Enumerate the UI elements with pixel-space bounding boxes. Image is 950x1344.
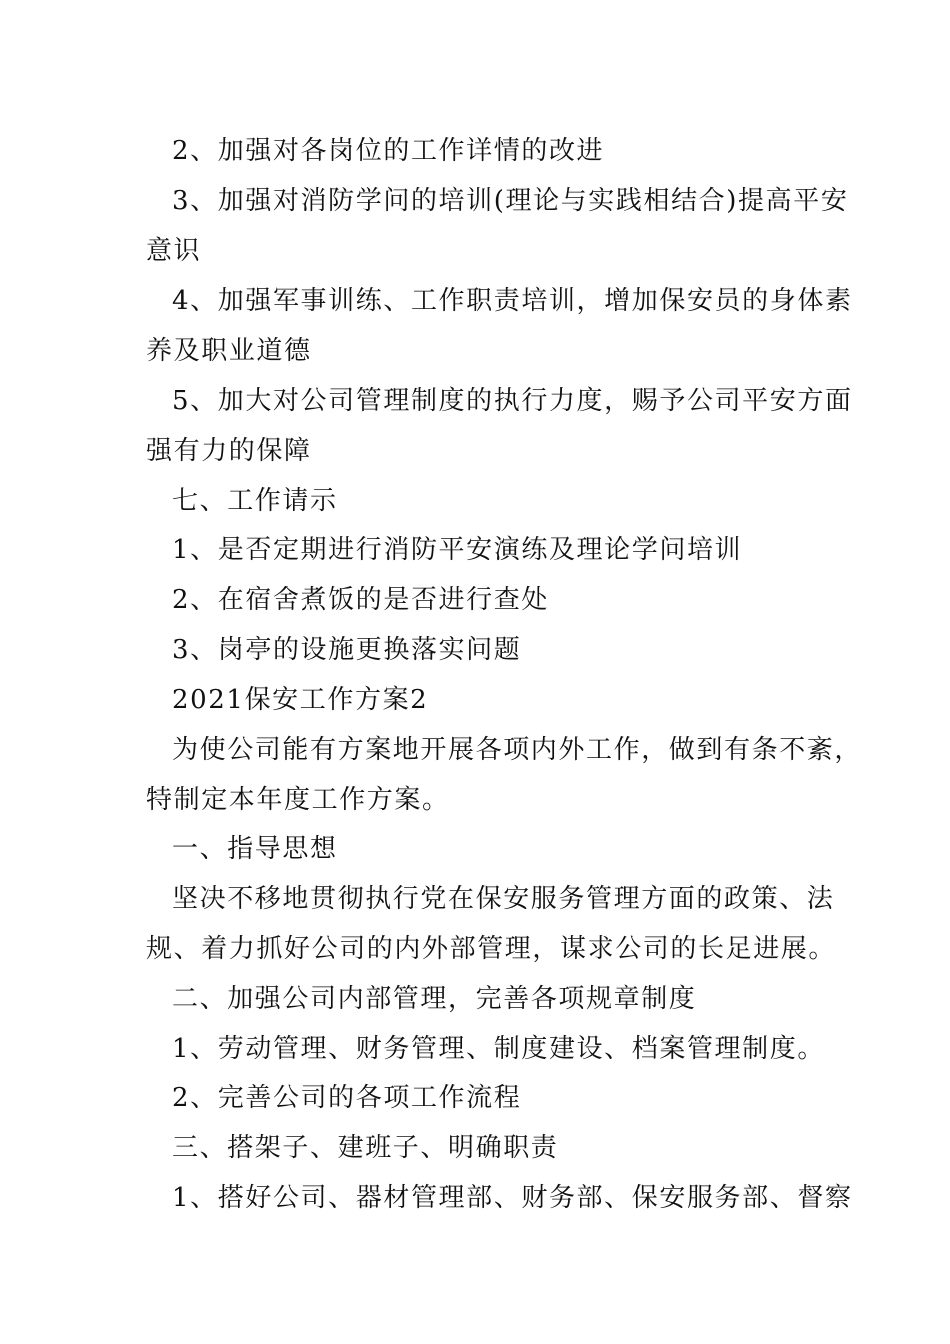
request-item-3: 3、岗亭的设施更换落实问题 [172, 635, 522, 665]
list-item-5-continuation: 强有力的保障 [146, 436, 312, 466]
list-item-3-fire-training: 3、加强对消防学问的培训(理论与实践相结合)提高平安 [172, 186, 849, 216]
guiding-paragraph-continuation: 规、着力抓好公司的内外部管理，谋求公司的长足进展。 [146, 934, 837, 964]
list-item-4-military-training: 4、加强军事训练、工作职责培训，增加保安员的身体素 [172, 286, 853, 316]
management-item-1: 1、劳动管理、财务管理、制度建设、档案管理制度。 [172, 1034, 825, 1064]
intro-paragraph: 为使公司能有方案地开展各项内外工作，做到有条不紊， [172, 735, 863, 765]
intro-paragraph-continuation: 特制定本年度工作方案。 [146, 785, 450, 815]
plan-title-2: 2021保安工作方案2 [172, 685, 429, 715]
guiding-paragraph: 坚决不移地贯彻执行党在保安服务管理方面的政策、法 [172, 884, 835, 914]
management-item-2: 2、完善公司的各项工作流程 [172, 1083, 522, 1113]
section-heading-2: 二、加强公司内部管理，完善各项规章制度 [172, 984, 697, 1014]
request-item-2: 2、在宿舍煮饭的是否进行查处 [172, 585, 549, 615]
section-heading-1: 一、指导思想 [172, 834, 338, 864]
list-item-2-improve-posts: 2、加强对各岗位的工作详情的改进 [172, 136, 605, 166]
structure-item-1: 1、搭好公司、器材管理部、财务部、保安服务部、督察 [172, 1183, 853, 1213]
request-item-1: 1、是否定期进行消防平安演练及理论学问培训 [172, 535, 743, 565]
section-heading-7: 七、工作请示 [172, 486, 338, 516]
section-heading-3: 三、搭架子、建班子、明确职责 [172, 1133, 559, 1163]
list-item-5-enforcement: 5、加大对公司管理制度的执行力度，赐予公司平安方面 [172, 386, 853, 416]
list-item-3-continuation: 意识 [146, 236, 202, 266]
list-item-4-continuation: 养及职业道德 [146, 336, 312, 366]
